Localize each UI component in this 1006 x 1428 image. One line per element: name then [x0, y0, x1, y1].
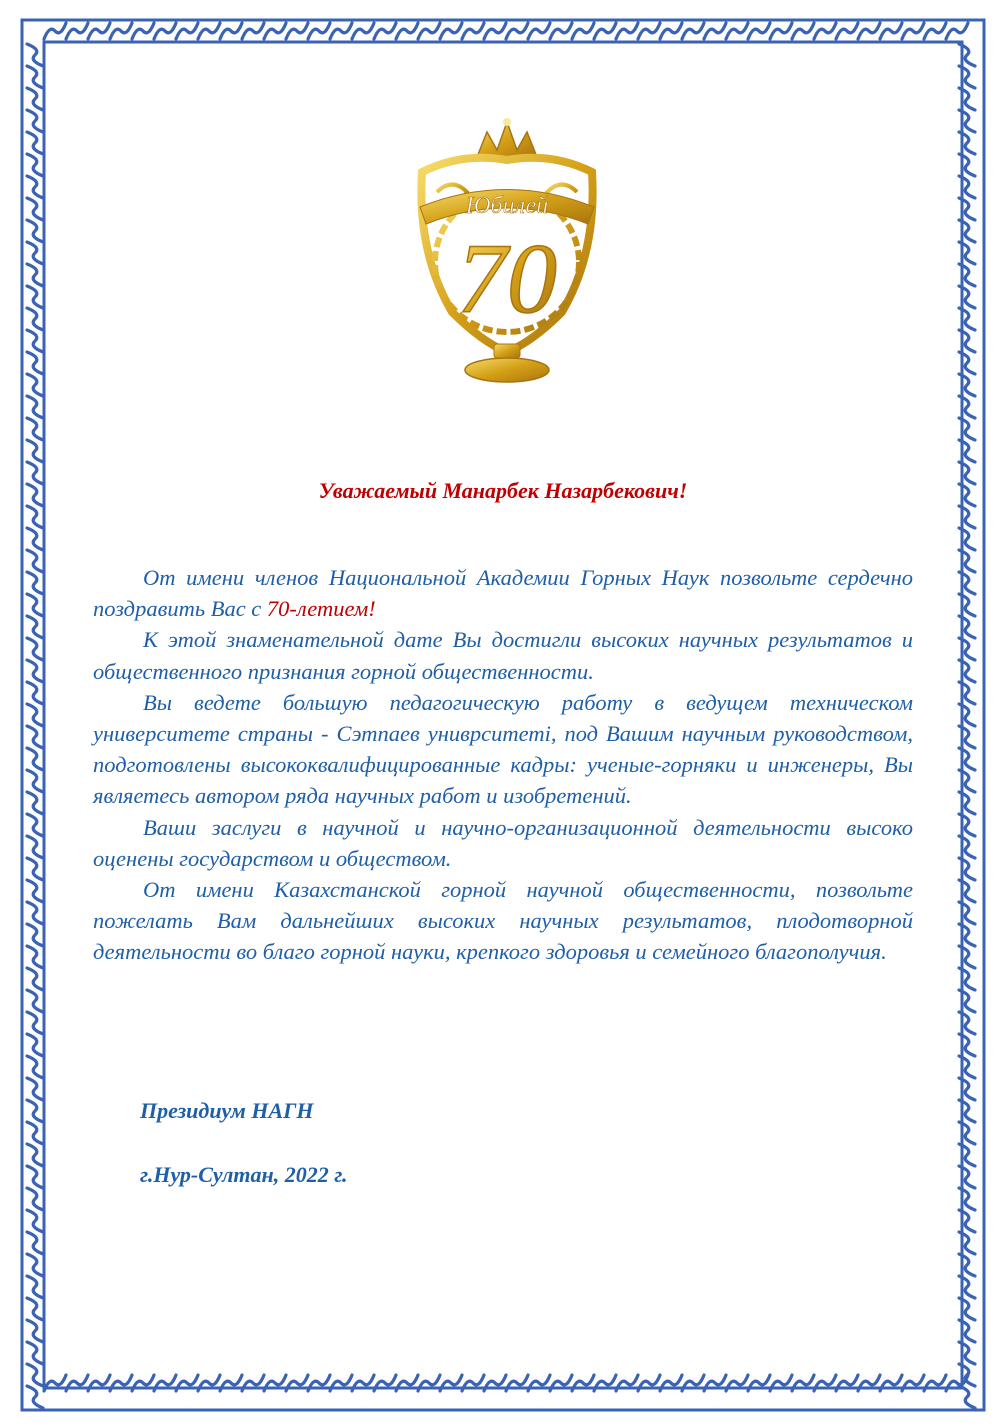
paragraph-2: К этой знаменательной дате Вы достигли высоких научных результатов и общественного признания горной общественности. — [93, 627, 913, 684]
signature-org: Президиум НАГН — [140, 1098, 314, 1123]
paragraph-4: Ваши заслуги в научной и научно-организационной деятельности высоко оценены государством и обществом. — [93, 814, 913, 871]
paragraph-3: Вы ведете большую педагогическую работу в ведущем техническом университете страны - Сэтпаев униврситеті, под Вашим научным руководством, подготовлены высококвалифицированные кадры: ученые-горняки и инженеры, Вы являетесь автором ряда научных работ и изобретений. — [93, 689, 913, 809]
crown-shape — [477, 122, 537, 157]
stand-neck — [494, 344, 520, 358]
jubilee-emblem — [402, 112, 612, 392]
paragraph-1: От имени членов Национальной Академии Горных Наук позвольте сердечно поздравить Вас с 70-летием! — [93, 565, 913, 622]
stand-base — [465, 358, 549, 382]
banner-text: Юбилей — [465, 193, 549, 219]
letter-body — [93, 562, 913, 968]
paragraph-5: От имени Казахстанской горной научной общественности, позвольте пожелать Вам дальнейших высоких научных результатов, плодотворной деятельности во благо горной науки, крепкого здоровья и семейного благополучия. — [93, 877, 913, 965]
anniversary-highlight: 70-летием! — [266, 596, 376, 622]
signature-place-date: г.Нур-Султан, 2022 г. — [140, 1162, 348, 1187]
jubilee-number: 70 — [457, 223, 557, 334]
greeting-heading: Уважаемый Манарбек Назарбекович! — [318, 478, 688, 503]
